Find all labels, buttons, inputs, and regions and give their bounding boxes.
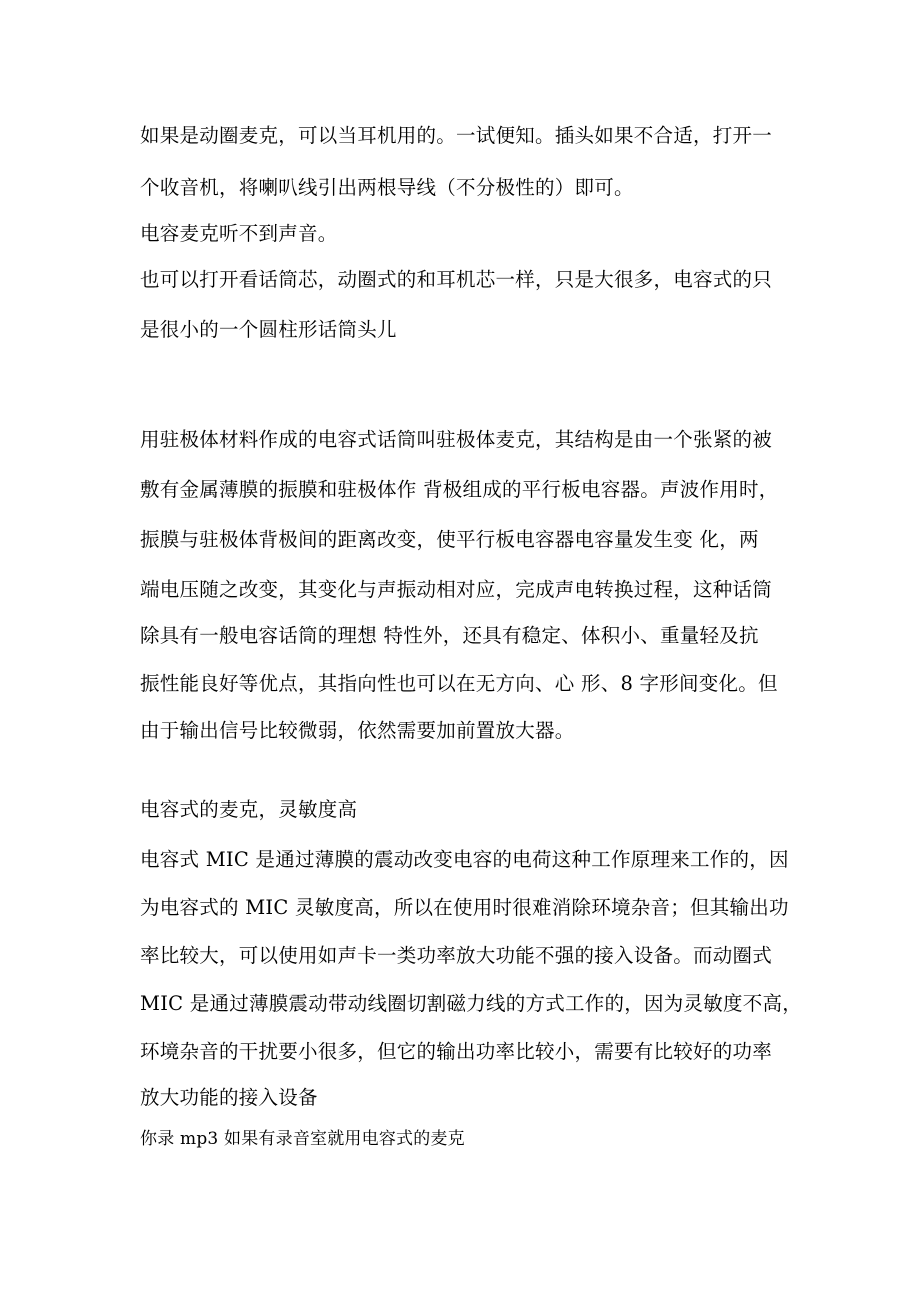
paragraph-line: 是很小的一个圆柱形话筒头儿	[140, 318, 397, 341]
paragraph-line: 振膜与驻极体背极间的距离改变，使平行板电容器电容量发生变 化，两	[140, 528, 759, 551]
footer-note: 你录 mp3 如果有录音室就用电容式的麦克	[140, 1129, 465, 1149]
paragraph-line: 电容式 MIC 是通过薄膜的震动改变电容的电荷这种工作原理来工作的，因	[140, 848, 789, 871]
paragraph-line: 率比较大，可以使用如声卡一类功率放大功能不强的接入设备。而动圈式	[140, 944, 773, 967]
paragraph-line: 用驻极体材料作成的电容式话筒叫驻极体麦克，其结构是由一个张紧的被	[140, 428, 773, 451]
paragraph-line: 端电压随之改变，其变化与声振动相对应，完成声电转换过程，这种话筒	[140, 578, 773, 601]
paragraph-line: 振性能良好等优点，其指向性也可以在无方向、心 形、8 字形间变化。但	[140, 672, 778, 695]
paragraph-line: 放大功能的接入设备	[140, 1086, 318, 1109]
paragraph-line: 也可以打开看话筒芯，动圈式的和耳机芯一样，只是大很多，电容式的只	[140, 268, 773, 291]
paragraph-line: 个收音机，将喇叭线引出两根导线（不分极性的）即可。	[140, 176, 634, 199]
paragraph-line: 电容麦克听不到声音。	[140, 222, 338, 245]
paragraph-line: 环境杂音的干扰要小很多，但它的输出功率比较小，需要有比较好的功率	[140, 1040, 773, 1063]
section-heading: 电容式的麦克，灵敏度高	[140, 798, 358, 821]
paragraph-line: 为电容式的 MIC 灵敏度高，所以在使用时很难消除环境杂音；但其输出功	[140, 896, 789, 919]
paragraph-line: MIC 是通过薄膜震动带动线圈切割磁力线的方式工作的，因为灵敏度不高，	[140, 992, 803, 1015]
paragraph-line: 如果是动圈麦克，可以当耳机用的。一试便知。插头如果不合适，打开一	[140, 124, 773, 147]
paragraph-line: 除具有一般电容话筒的理想 特性外，还具有稳定、体积小、重量轻及抗	[140, 624, 759, 647]
paragraph-line: 敷有金属薄膜的振膜和驻极体作 背极组成的平行板电容器。声波作用时，	[140, 478, 779, 501]
paragraph-line: 由于输出信号比较微弱，依然需要加前置放大器。	[140, 719, 575, 742]
